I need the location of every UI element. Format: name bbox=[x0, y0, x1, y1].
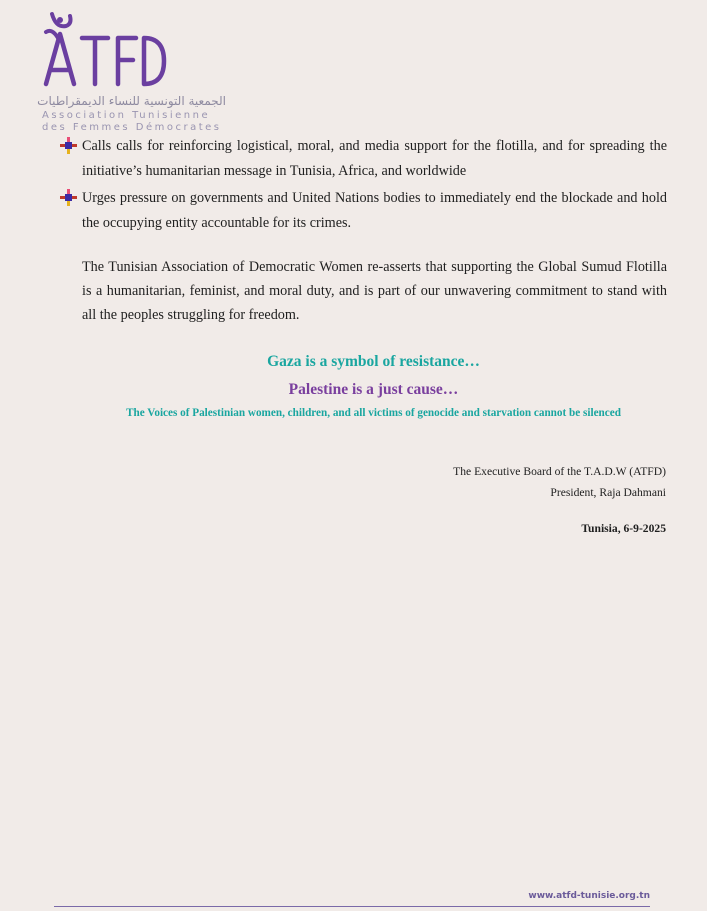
body-paragraph: The Tunisian Association of Democratic Women re-asserts that supporting the Global Sumud Flotilla is a humanitarian, feminist, and moral duty, and is part of our unwavering commitment to stand with all the peoples struggling for freedom. bbox=[82, 259, 667, 324]
slogan-palestine: Palestine is a just cause… bbox=[288, 381, 459, 398]
colorful-cross-bullet-icon bbox=[60, 137, 77, 154]
logo-french-name-line1: Association Tunisienne bbox=[42, 110, 211, 121]
bullet-text: Calls calls for reinforcing logistical, moral, and media support for the flotilla, and for spreading the initiative’s humanitarian message in Tunisia, Africa, and worldwide bbox=[82, 138, 667, 179]
list-item bbox=[60, 186, 667, 235]
slogan-gaza: Gaza is a symbol of resistance… bbox=[267, 353, 480, 370]
slogan-voices: The Voices of Palestinian women, children, and all victims of genocide and starvation cannot be silenced bbox=[126, 407, 621, 419]
footer-divider bbox=[54, 906, 650, 907]
logo-arabic-name: الجمعية التونسية للنساء الديمقراطيات bbox=[37, 94, 226, 108]
logo-french-name-line2: des Femmes Démocrates bbox=[42, 122, 222, 133]
signature-president: President, Raja Dahmani bbox=[550, 486, 666, 499]
bullet-text: Urges pressure on governments and United Nations bodies to immediately end the blockade and hold the occupying entity accountable for its crimes. bbox=[82, 190, 667, 231]
atfd-logo bbox=[38, 8, 238, 132]
colorful-cross-bullet-icon bbox=[60, 189, 77, 206]
signature-board: The Executive Board of the T.A.D.W (ATFD) bbox=[453, 465, 666, 478]
bullet-list bbox=[60, 134, 667, 238]
list-item bbox=[60, 134, 667, 183]
atfd-logo-mark bbox=[38, 8, 168, 94]
footer-website-link[interactable]: www.atfd-tunisie.org.tn bbox=[528, 891, 650, 901]
document-date: Tunisia, 6-9-2025 bbox=[581, 522, 666, 535]
